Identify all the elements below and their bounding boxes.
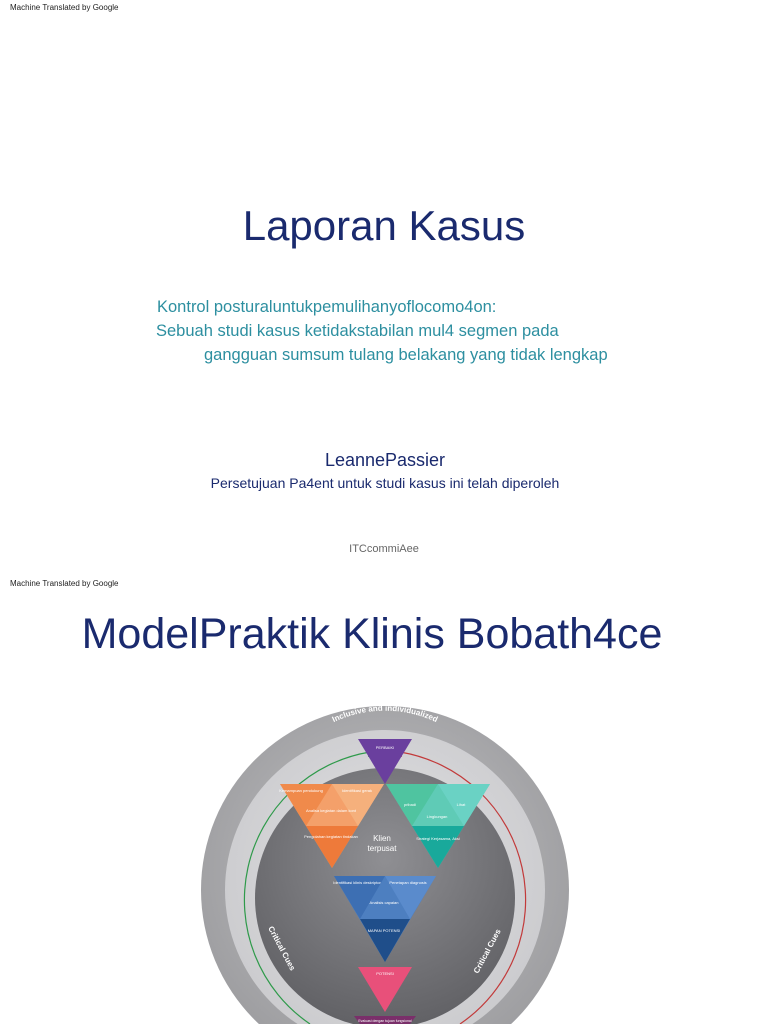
orange-cell-4-label: Pengolahan kegiatan tindakan [304,834,358,839]
machine-translated-note: Machine Translated by Google [10,3,119,12]
teal-cell-2-label: Lihat [456,802,466,807]
right-arc-label: Critical Cues [471,927,503,975]
author-name: LeannePassier [324,450,446,470]
blue-cell-1-label: Identifikasi klinis deskriptor [333,880,381,885]
bottom-segment-label: Evaluasi dengan tujuan fungsional [358,1019,412,1023]
teal-cell-3-label: Lingkungan [426,814,448,819]
blue-cell-2-label: Penetapan diagnosis [389,880,427,885]
bobath-model-diagram [0,576,768,1024]
subtitle-line-1: Kontrol posturaluntukpemulihanyoflocomo4on: [157,298,497,316]
orange-cell-1-label: Kemampuan pendukung [279,788,323,793]
pink-triangle-label: POTENSI [376,971,394,976]
outer-ring-label: Inclusive and individualized [330,703,440,725]
slide-model [0,576,768,1024]
orange-cell-2-label: Identifikasi gerak [341,788,373,793]
consent-note: Persetujuan Pa4ent untuk studi kasus ini telah diperoleh [210,475,560,491]
subtitle-line-2: Sebuah studi kasus ketidakstabilan mul4 segmen pada [156,322,559,340]
blue-cell-3-label: Analisis capaian [369,900,399,905]
blue-cell-4-label: MAPAN POTENSI [367,928,401,933]
slide-model-heading: ModelPraktik Klinis Bobath4ce [81,610,663,658]
center-label-line-2: terpusat [367,844,397,853]
slide-title-heading: Laporan Kasus [242,202,526,249]
teal-cell-4-label: Strategi Kerjasama, Aksi [416,836,460,841]
teal-cell-1-label: pribadi [403,802,417,807]
orange-cell-3-label: Analisa kegiatan dalam kont [305,808,357,813]
footer-text: ITCcommiAee [349,543,419,555]
subtitle-line-3: gangguan sumsum tulang belakang yang tidak lengkap [204,346,608,364]
machine-translated-note-2: Machine Translated by Google [10,579,119,588]
left-arc-label: Critical Cues [266,924,298,973]
purple-triangle-label: PERBAIKI [375,745,395,750]
center-label-line-1: Klien [373,834,391,843]
